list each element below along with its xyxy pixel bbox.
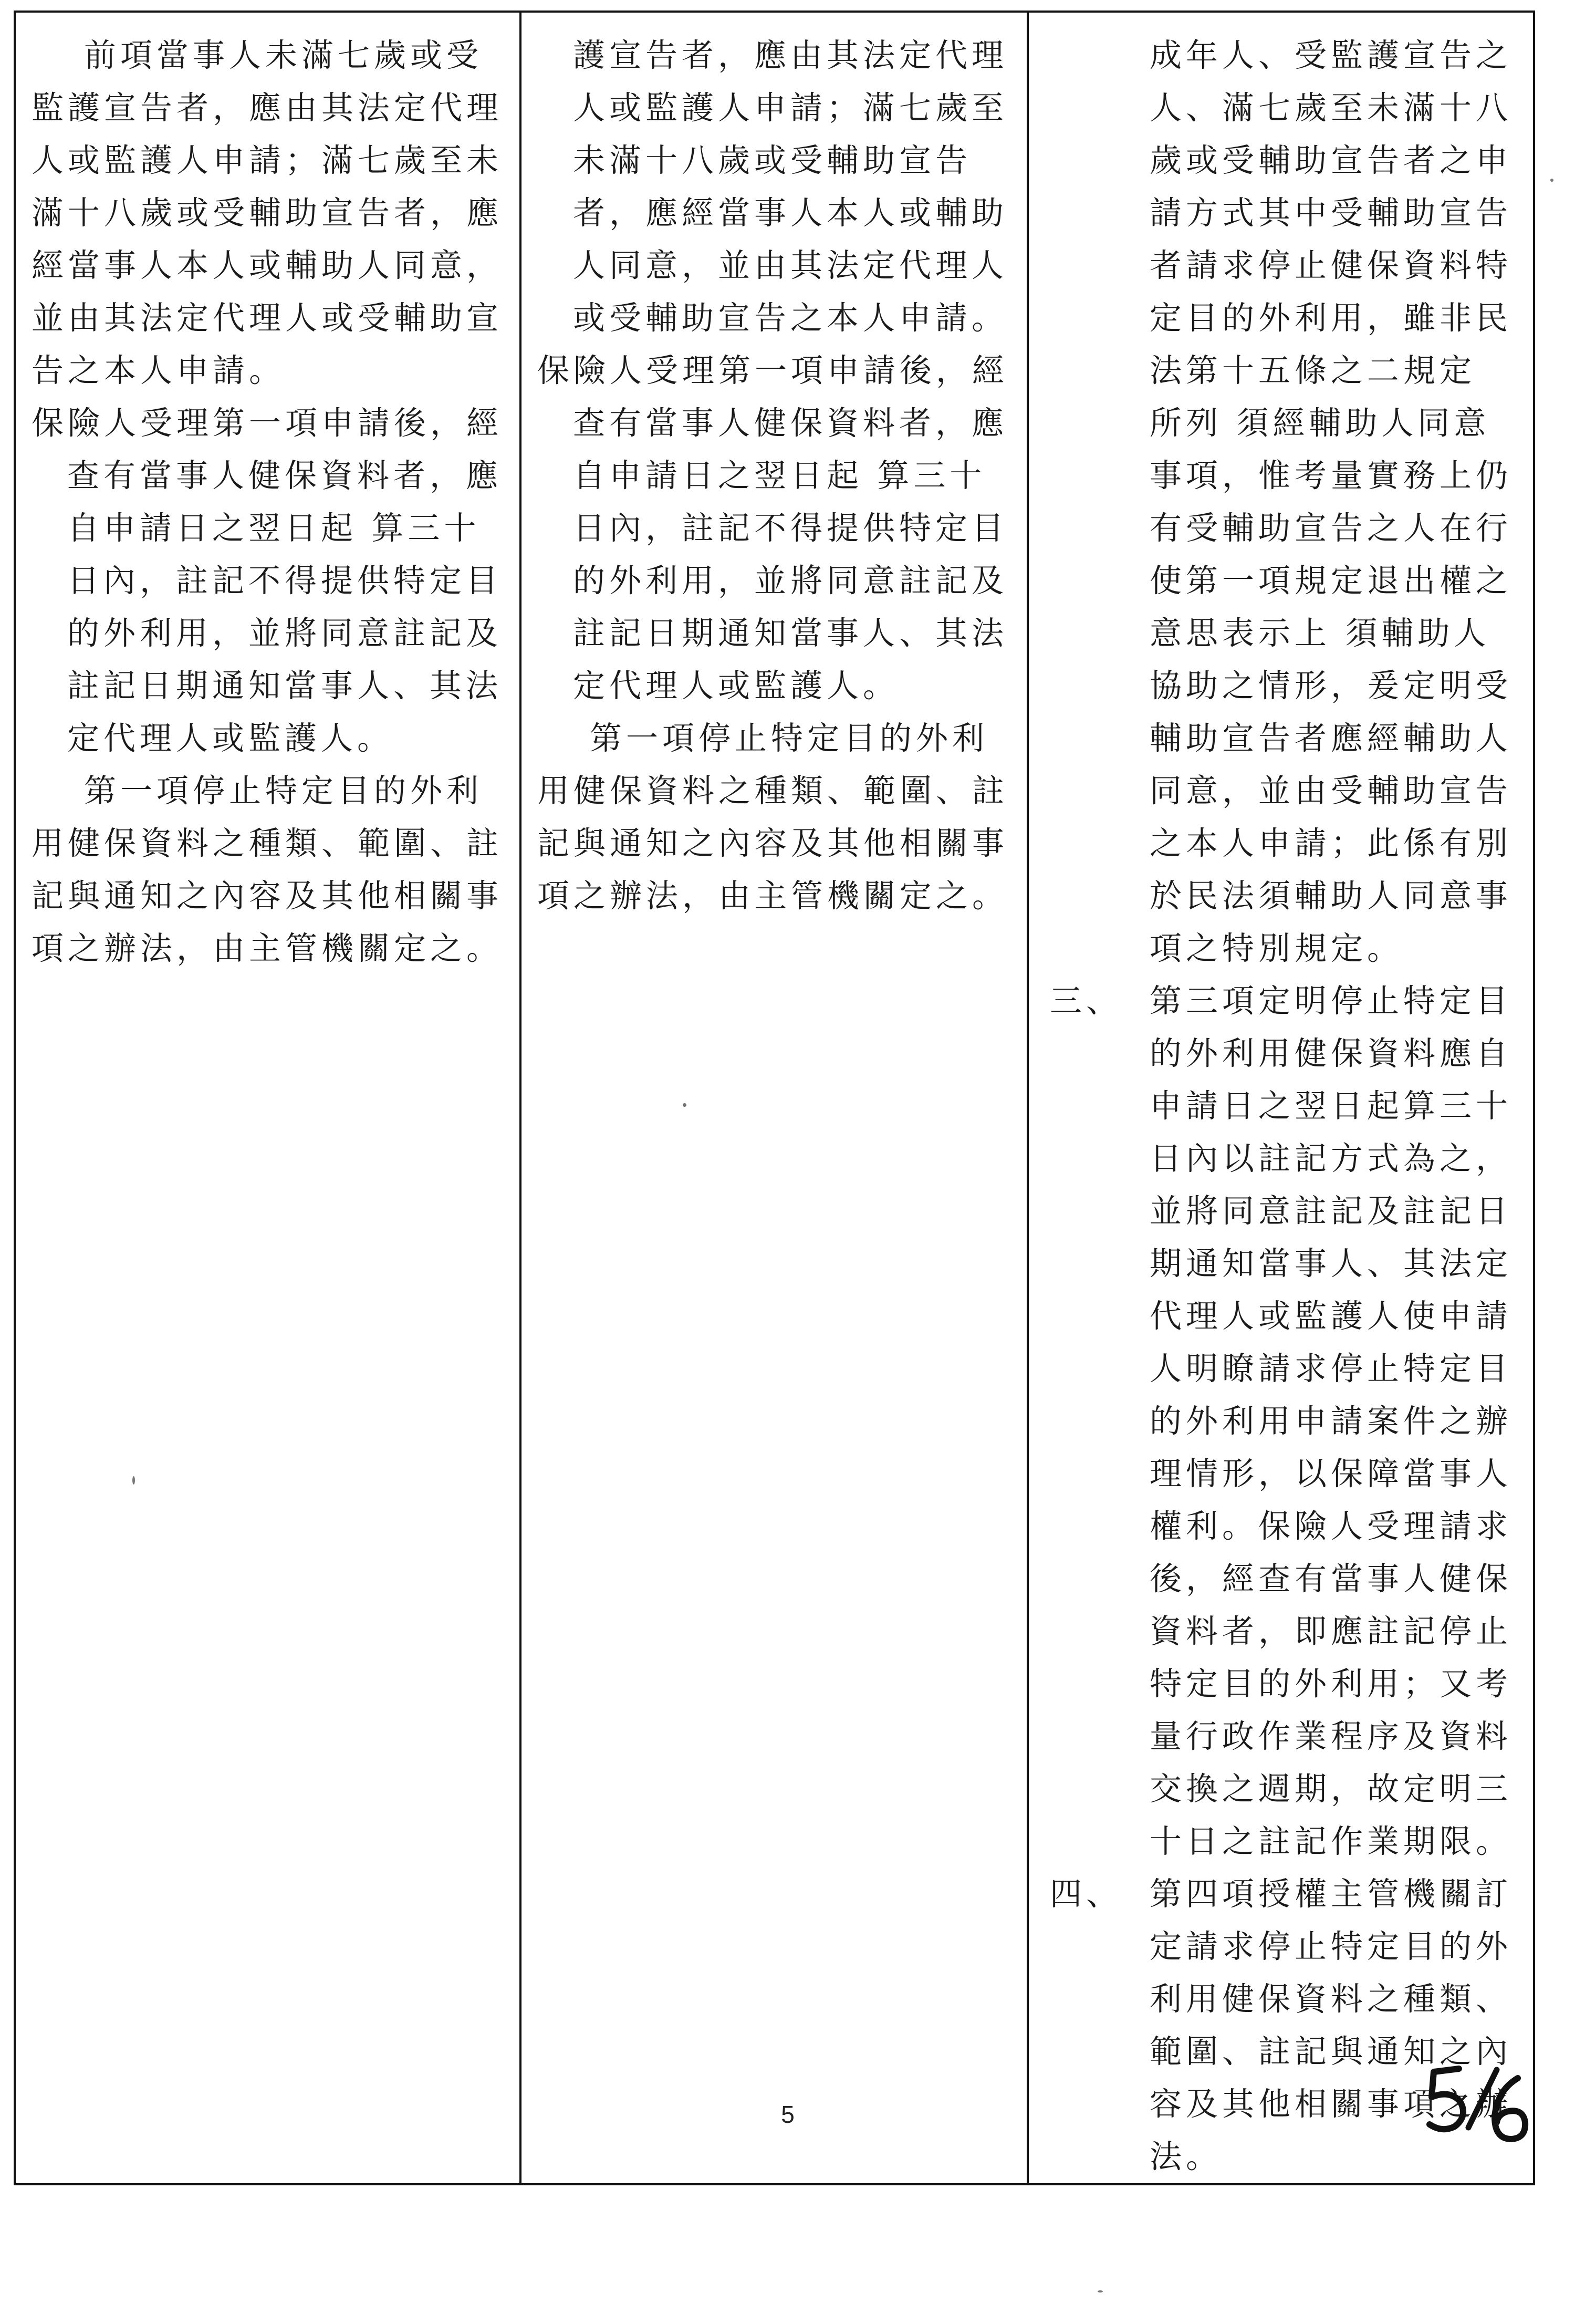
paragraph: 前項當事人未滿七歲或受監護宣告者，應由其法定代理人或監護人申請；滿七歲至未滿十八歲或受輔助宣告者，應經當事人本人或輔助人同意，並由其法定代理人或受輔助宣告之本人申請。 bbox=[32, 37, 503, 389]
handwritten-page-mark bbox=[1418, 2049, 1534, 2154]
column-current-text bbox=[520, 12, 1028, 2184]
comparison-table bbox=[14, 11, 1535, 2185]
explanation-item bbox=[1050, 975, 1517, 1868]
paragraph: 護宣告者，應由其法定代理人或監護人申請；滿七歲至未滿十八歲或受輔助宣告者，應經當事人本人或輔助人同意，並由其法定代理人或受輔助宣告之本人申請。 bbox=[573, 37, 1008, 337]
scan-speck bbox=[683, 1103, 686, 1107]
paragraph: 保險人受理第一項申請後，經查有當事人健保資料者，應自申請日之翌日起 算三十日內，註記不得提供特定目的外利用，並將同意註記及註記日期通知當事人、其法定代理人或監護人。 bbox=[537, 352, 1009, 704]
explanation-continuation: 成年人、受監護宣告之人、滿七歲至未滿十八歲或受輔助宣告者之申請方式其中受輔助宣告者請求停止健保資料特定目的外利用，雖非民法第十五條之二規定 所列 須經輔助人同意事項，惟考量實務上仍有受輔助宣告之人在行使第一項規定退出權之意思表示上 須輔助人協助之情形，爰定明受輔助宣告者應經輔助人同意，並由受輔助宣告之本人申請；此係有別於民法須輔助人同意事項之特別規定。 bbox=[1150, 37, 1513, 967]
paragraph: 保險人受理第一項申請後，經查有當事人健保資料者，應自申請日之翌日起 算三十日內，註記不得提供特定目的外利用，並將同意註記及註記日期通知當事人、其法定代理人或監護人。 bbox=[32, 404, 503, 757]
scan-speck bbox=[1098, 2290, 1103, 2292]
column-amended-text bbox=[15, 12, 520, 2184]
scan-speck bbox=[132, 1476, 135, 1485]
item-text: 第三項定明停止特定目的外利用健保資料應自申請日之翌日起算三十日內以註記方式為之，並將同意註記及註記日期通知當事人、其法定代理人或監護人使申請人明瞭請求停止特定目的外利用申請案件之辦理情形，以保障當事人權利。保險人受理請求後，經查有當事人健保資料者，即應註記停止特定目的外利用；又考量行政作業程序及資料交換之週期，故定明三十日之註記作業期限。 bbox=[1150, 982, 1513, 1860]
item-number: 四、 bbox=[1050, 1875, 1123, 1913]
paragraph: 第一項停止特定目的外利用健保資料之種類、範圍、註記與通知之內容及其他相關事項之辦法，由主管機關定之。 bbox=[32, 772, 503, 967]
table-row bbox=[15, 12, 1534, 2184]
column-explanation bbox=[1028, 12, 1534, 2184]
page-number: 5 bbox=[781, 2101, 795, 2128]
item-number: 三、 bbox=[1050, 982, 1123, 1020]
paragraph: 第一項停止特定目的外利用健保資料之種類、範圍、註記與通知之內容及其他相關事項之辦法，由主管機關定之。 bbox=[537, 720, 1009, 915]
scan-speck bbox=[1550, 179, 1553, 182]
item-text: 第四項授權主管機關訂定請求停止特定目的外利用健保資料之種類、範圍、註記與通知之內容及其他相關事項之辦法。 bbox=[1150, 1875, 1513, 2175]
